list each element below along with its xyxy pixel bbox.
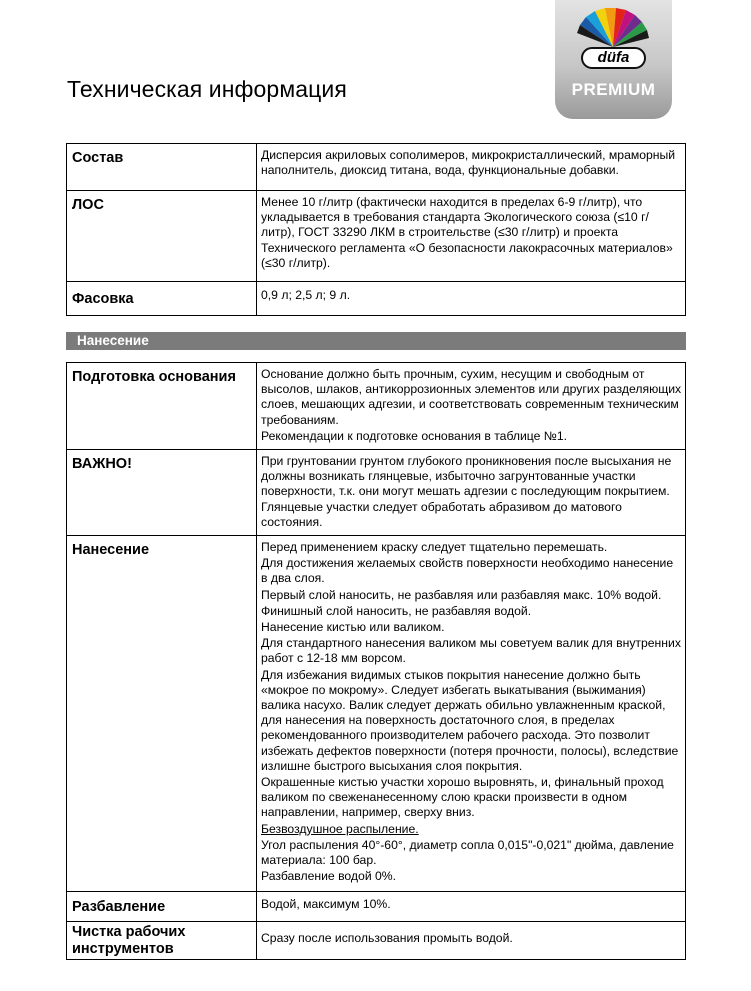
row-label: Подготовка основания — [67, 363, 257, 450]
row-value: 0,9 л; 2,5 л; 9 л. — [257, 282, 686, 316]
airless-spray-heading: Безвоздушное распыление. — [261, 821, 419, 836]
dufa-premium-logo — [555, 0, 672, 119]
logo-tagline: PREMIUM — [571, 80, 656, 99]
row-label: Чистка рабочих инструментов — [67, 922, 257, 960]
table-row — [67, 922, 686, 960]
row-label: ВАЖНО! — [67, 450, 257, 536]
row-value: Дисперсия акриловых сополимеров, микрокристаллический, мраморный наполнитель, диоксид титана, вода, функциональные добавки. — [257, 144, 686, 191]
row-label: Состав — [67, 144, 257, 191]
row-label: Нанесение — [67, 536, 257, 892]
logo-brand: düfa — [581, 47, 646, 69]
table-row — [67, 450, 686, 536]
row-label: ЛОС — [67, 191, 257, 282]
table-row — [67, 363, 686, 450]
table-row — [67, 536, 686, 892]
page-title: Техническая информация — [67, 76, 347, 102]
row-label: Фасовка — [67, 282, 257, 316]
table-row — [67, 892, 686, 922]
row-value: Основание должно быть прочным, сухим, несущим и свободным от высолов, шлаков, антикоррозионных элементов или других разделяющих слоев, мешающих адгезии, и соответствовать современным техническим требованиям. Рекомендации к подготовке основания в таблице №1. — [257, 363, 686, 450]
row-label: Разбавление — [67, 892, 257, 922]
row-value: Сразу после использования промыть водой. — [257, 922, 686, 960]
row-value: Водой, максимум 10%. — [257, 892, 686, 922]
color-fan-icon — [555, 0, 672, 50]
row-value: Менее 10 г/литр (фактически находится в пределах 6-9 г/литр), что укладывается в требования стандарта Экологического союза (≤10 г/литр), ГОСТ 33290 ЛКМ в строительстве (≤30 г/литр) и проекта Технического регламента «О безопасности лакокрасочных материалов» (≤30 г/литр). — [257, 191, 686, 282]
table-row — [67, 144, 686, 191]
application-table — [66, 362, 686, 960]
table-row — [67, 282, 686, 316]
row-value: При грунтовании грунтом глубокого проникновения после высыхания не должны возникать глянцевые, избыточно загрунтованные участки поверхности, т.к. они могут мешать адгезии с последующим покрытием. Глянцевые участки следует обработать абразивом до матового состояния. — [257, 450, 686, 536]
section-heading: Нанесение — [66, 332, 686, 350]
table-row — [67, 191, 686, 282]
row-value: Перед применением краску следует тщательно перемешать. Для достижения желаемых свойств поверхности необходимо нанесение в два слоя. Первый слой наносить, не разбавляя или разбавляя макс. 10% водой. Финишный слой наносить, не разбавляя водой. Нанесение кистью или валиком. Для стандартного нанесения валиком мы советуем валик для внутренних работ с 12-18 мм ворсом. Для избежания видимых стыков покрытия нанесение должно быть «мокрое по мокрому». Следует избегать выкатывания (выжимания) валика насухо. Валик следует держать обильно увлажненным краской, для нанесения на поверхность достаточного слоя, в пределах рекомендованного производителем рабочего расхода. Это позволит избежать дефектов поверхности (потеря прочности, полосы), вследствие излишне быстрого высыхания слоя покрытия. Окрашенные кистью участки хорошо выровнять, и, финальный проход валиком по свеженанесенному слою краски произвести в одном направлении, например, сверху вниз. Безвоздушное распыление. Угол распыления 40°-60°, диаметр сопла 0,015"-0,021" дюйма, давление материала: 100 бар. Разбавление водой 0%. — [257, 536, 686, 892]
product-info-table — [66, 143, 686, 316]
